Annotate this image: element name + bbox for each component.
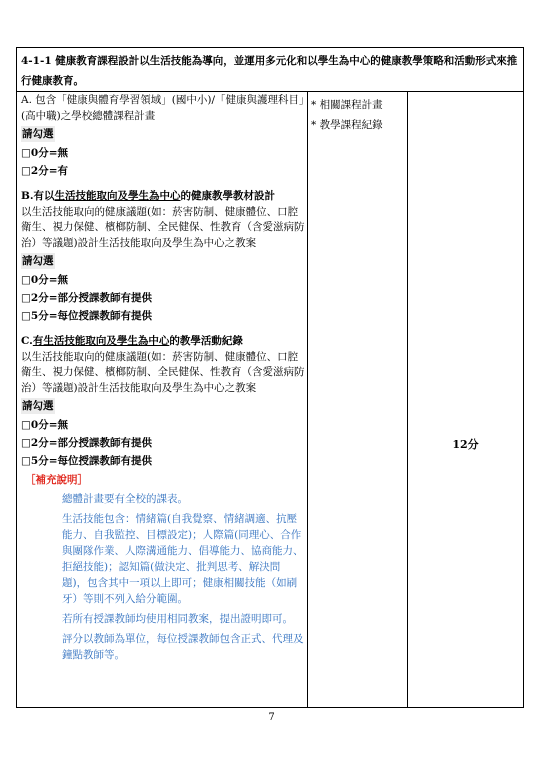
- section-c-title-suffix: 的教學活動紀錄: [169, 335, 243, 347]
- score-cell: 12分: [452, 438, 479, 451]
- section-b-title-underlined: 生活技能取向及學生為中心: [54, 190, 181, 202]
- section-c-check-label: 請勾選: [22, 400, 54, 412]
- criteria-column: [21, 93, 305, 667]
- section-b-option: □5分=每位授課教師有提供: [21, 310, 153, 322]
- section-c-option: □5分=每位授課教師有提供: [21, 455, 153, 467]
- supplement-note: 總體計畫要有全校的課表。: [62, 492, 188, 505]
- column-divider: [307, 92, 308, 707]
- section-b-description: 以生活技能取向的健康議題(如：菸害防制、健康體位、口腔衛生、視力保健、檳榔防制、全民健保、性教育（含愛滋病防治）等議題)設計生活技能取向及學生為中心之教案: [21, 205, 305, 249]
- section-b-title-suffix: 的健康教學教材設計: [180, 190, 276, 202]
- reference-item: * 教學課程紀錄: [311, 119, 383, 131]
- supplement-note: 評分以教師為單位，每位授課教師包含正式、代理及鐘點教師等。: [62, 632, 304, 661]
- criteria-table: [16, 47, 524, 708]
- section-a-check-label: 請勾選: [22, 128, 54, 140]
- section-b-check-label: 請勾選: [22, 255, 54, 267]
- section-b-title: [21, 189, 305, 205]
- section-c-option: □2分=部分授課教師有提供: [21, 437, 153, 449]
- section-a-title: A. 包含「健康與體育學習領域」(國中小)/「健康與護理科目」(高中職)之學校總體課程計畫: [21, 94, 305, 122]
- section-c-option: □0分=無: [21, 419, 69, 431]
- column-divider: [407, 92, 408, 707]
- supplement-notes: [21, 491, 305, 663]
- section-c-title-underlined: 有生活技能取向及學生為中心: [32, 335, 170, 347]
- table-header: 4-1-1 健康教育課程設計以生活技能為導向，並運用多元化和以學生為中心的健康教學策略和活動形式來推行健康教育。: [17, 48, 523, 92]
- supplement-title: ［補充說明］: [25, 474, 88, 486]
- section-c-title: [21, 334, 305, 350]
- section-b-option: □0分=無: [21, 274, 69, 286]
- reference-item: * 相關課程計畫: [311, 99, 383, 111]
- section-c-description: 以生活技能取向的健康議題(如：菸害防制、健康體位、口腔衛生、視力保健、檳榔防制、全民健保、性教育（含愛滋病防治）等議題)設計生活技能取向及學生為中心之教案: [21, 350, 305, 394]
- section-b-title-prefix: B.有以: [21, 190, 55, 202]
- page-number: 7: [268, 712, 275, 723]
- section-b-option: □2分=部分授課教師有提供: [21, 292, 153, 304]
- section-c: [21, 334, 305, 470]
- supplement-note: 生活技能包含：情緒篇(自我覺察、情緒調適、抗壓能力、自我監控、目標設定)；人際篇(同理心、合作與團隊作業、人際溝通能力、倡導能力、協商能力、拒絕技能)；認知篇(做決定、批判思考、解決問題)，包含其中一項以上即可；健康相關技能（如刷牙）等則不列入給分範圍。: [62, 512, 304, 605]
- section-a-option: □0分=無: [21, 147, 69, 159]
- section-c-title-prefix: C.: [21, 335, 33, 347]
- section-b: [21, 189, 305, 325]
- section-a: [21, 93, 305, 180]
- section-a-option: □2分=有: [21, 165, 69, 177]
- reference-column: [311, 95, 405, 135]
- supplement-note: 若所有授課教師均使用相同教案，提出證明即可。: [62, 612, 293, 625]
